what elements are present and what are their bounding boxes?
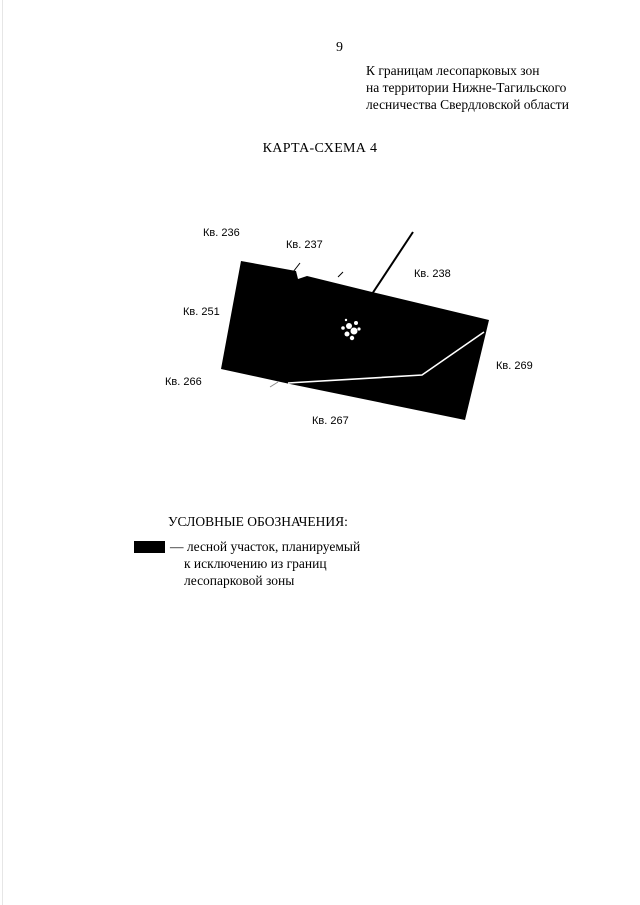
legend-line-2: к исключению из границ <box>184 556 327 571</box>
quarter-label-237: Кв. 237 <box>286 239 323 251</box>
quarter-label-269: Кв. 269 <box>496 360 533 372</box>
legend-item <box>170 538 360 589</box>
quarter-label-251: Кв. 251 <box>183 306 220 318</box>
header-line-2: на территории Нижне-Тагильского <box>366 80 567 95</box>
quarter-label-266: Кв. 266 <box>165 376 202 388</box>
legend-title: УСЛОВНЫЕ ОБОЗНАЧЕНИЯ: <box>168 514 348 529</box>
parcel-edge-mark <box>270 382 278 387</box>
legend-line-1: — лесной участок, планируемый <box>170 539 361 554</box>
quarter-label-238: Кв. 238 <box>414 268 451 280</box>
quarter-label-267: Кв. 267 <box>312 415 349 427</box>
legend-swatch <box>134 541 165 553</box>
quarter-label-236: Кв. 236 <box>203 227 240 239</box>
legend-line-3: лесопарковой зоны <box>184 573 295 588</box>
map-title: КАРТА-СХЕМА 4 <box>262 141 378 156</box>
header-line-3: лесничества Свердловской области <box>366 97 569 112</box>
parcel-notch-mark-2 <box>338 272 343 277</box>
forest-parcel <box>221 261 489 420</box>
header-line-1: К границам лесопарковых зон <box>366 63 540 78</box>
parcel-notch-mark <box>293 263 300 272</box>
quarter-boundary-line <box>372 232 413 294</box>
page-number: 9 <box>336 40 343 55</box>
